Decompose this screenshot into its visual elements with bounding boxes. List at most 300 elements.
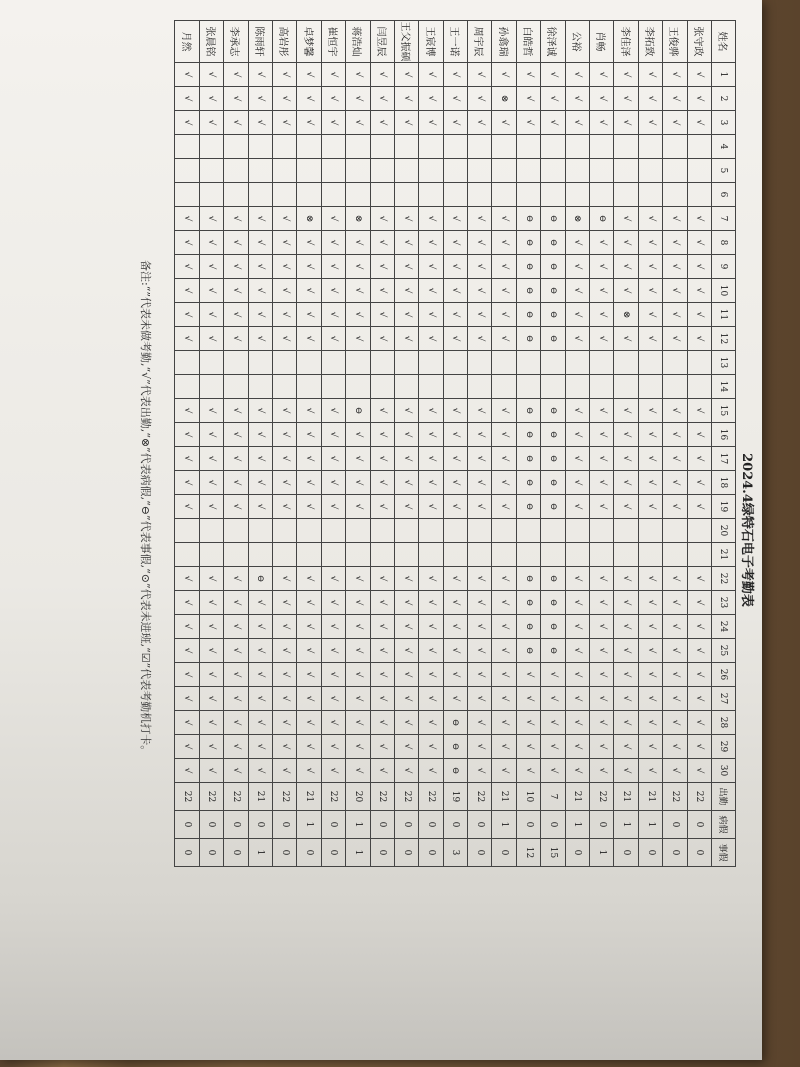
attendance-mark: √: [687, 231, 711, 255]
attendance-mark: √: [199, 759, 223, 783]
attendance-mark: √: [638, 495, 662, 519]
attendance-mark: √: [346, 735, 370, 759]
attendance-mark: [443, 375, 467, 399]
attendance-mark: √: [443, 279, 467, 303]
attendance-mark: ⊖: [516, 327, 540, 351]
total-cell: 1: [346, 839, 370, 867]
attendance-mark: √: [224, 735, 248, 759]
attendance-mark: √: [492, 399, 516, 423]
attendance-mark: √: [565, 591, 589, 615]
attendance-mark: √: [199, 231, 223, 255]
attendance-mark: √: [468, 711, 492, 735]
attendance-mark: [175, 159, 199, 183]
attendance-mark: √: [199, 279, 223, 303]
attendance-mark: √: [419, 471, 443, 495]
attendance-mark: √: [638, 111, 662, 135]
attendance-mark: [663, 543, 687, 567]
attendance-mark: [492, 183, 516, 207]
attendance-mark: √: [370, 591, 394, 615]
attendance-mark: [224, 351, 248, 375]
table-row: [346, 21, 370, 867]
attendance-mark: √: [492, 663, 516, 687]
attendance-mark: √: [346, 111, 370, 135]
attendance-mark: [687, 183, 711, 207]
attendance-mark: √: [516, 63, 540, 87]
attendance-mark: √: [199, 687, 223, 711]
attendance-mark: √: [516, 759, 540, 783]
attendance-mark: [614, 135, 638, 159]
attendance-mark: √: [346, 279, 370, 303]
attendance-mark: √: [248, 111, 272, 135]
attendance-mark: ⊖: [516, 207, 540, 231]
student-name: 李佳泽: [614, 21, 638, 63]
attendance-mark: √: [297, 735, 321, 759]
document-title: 2024.4绿特石电子考勤表: [739, 453, 754, 607]
attendance-mark: [272, 519, 296, 543]
header-day: 6: [712, 183, 736, 207]
attendance-mark: [687, 159, 711, 183]
attendance-mark: √: [394, 639, 418, 663]
attendance-mark: √: [346, 255, 370, 279]
attendance-mark: √: [394, 471, 418, 495]
attendance-mark: ⊖: [541, 567, 565, 591]
total-cell: 21: [492, 783, 516, 811]
header-day: 12: [712, 327, 736, 351]
header-day: 3: [712, 111, 736, 135]
attendance-mark: √: [419, 207, 443, 231]
attendance-mark: √: [346, 615, 370, 639]
attendance-mark: [687, 375, 711, 399]
attendance-mark: √: [248, 735, 272, 759]
attendance-mark: [224, 183, 248, 207]
total-cell: 0: [321, 839, 345, 867]
attendance-mark: √: [175, 303, 199, 327]
attendance-mark: √: [321, 687, 345, 711]
attendance-mark: √: [248, 279, 272, 303]
attendance-mark: √: [638, 759, 662, 783]
student-name: 陈雨轩: [248, 21, 272, 63]
attendance-mark: √: [638, 303, 662, 327]
attendance-mark: √: [590, 231, 614, 255]
attendance-mark: √: [224, 471, 248, 495]
attendance-mark: √: [272, 231, 296, 255]
attendance-mark: √: [175, 711, 199, 735]
attendance-mark: √: [541, 759, 565, 783]
attendance-mark: √: [468, 255, 492, 279]
attendance-mark: [321, 135, 345, 159]
attendance-mark: ⊖: [516, 231, 540, 255]
attendance-mark: √: [614, 759, 638, 783]
attendance-mark: ⊖: [541, 591, 565, 615]
attendance-mark: √: [199, 255, 223, 279]
attendance-mark: ⊗: [297, 207, 321, 231]
attendance-mark: √: [516, 735, 540, 759]
attendance-mark: ⊖: [541, 495, 565, 519]
attendance-mark: √: [638, 327, 662, 351]
attendance-mark: √: [687, 207, 711, 231]
student-name: 卓梦馨: [297, 21, 321, 63]
table-row: [541, 21, 565, 867]
attendance-mark: √: [175, 87, 199, 111]
attendance-mark: √: [272, 327, 296, 351]
attendance-mark: [638, 351, 662, 375]
attendance-mark: √: [175, 591, 199, 615]
attendance-mark: √: [394, 231, 418, 255]
attendance-mark: √: [199, 471, 223, 495]
attendance-mark: ⊖: [516, 399, 540, 423]
attendance-mark: [492, 351, 516, 375]
attendance-mark: ⊖: [541, 639, 565, 663]
attendance-mark: √: [370, 759, 394, 783]
attendance-mark: [272, 543, 296, 567]
attendance-mark: √: [297, 471, 321, 495]
table-row: [370, 21, 394, 867]
attendance-mark: √: [687, 399, 711, 423]
header-day: 2: [712, 87, 736, 111]
attendance-mark: [199, 183, 223, 207]
attendance-mark: [590, 183, 614, 207]
attendance-mark: √: [199, 567, 223, 591]
attendance-mark: √: [175, 639, 199, 663]
attendance-mark: √: [590, 735, 614, 759]
attendance-mark: √: [321, 111, 345, 135]
attendance-mark: √: [175, 279, 199, 303]
attendance-mark: [443, 135, 467, 159]
attendance-mark: ⊖: [590, 207, 614, 231]
attendance-mark: √: [590, 711, 614, 735]
header-day: 7: [712, 207, 736, 231]
total-cell: 15: [541, 839, 565, 867]
attendance-mark: [687, 519, 711, 543]
attendance-mark: [370, 183, 394, 207]
attendance-mark: [590, 375, 614, 399]
attendance-mark: √: [590, 255, 614, 279]
attendance-mark: √: [346, 711, 370, 735]
table-row: [468, 21, 492, 867]
attendance-mark: √: [321, 87, 345, 111]
attendance-mark: √: [321, 735, 345, 759]
attendance-mark: √: [565, 687, 589, 711]
attendance-mark: √: [394, 687, 418, 711]
attendance-mark: √: [614, 471, 638, 495]
attendance-mark: √: [370, 303, 394, 327]
attendance-mark: √: [638, 639, 662, 663]
attendance-mark: √: [492, 735, 516, 759]
attendance-mark: √: [443, 399, 467, 423]
total-cell: 22: [199, 783, 223, 811]
student-name: 肖畅: [590, 21, 614, 63]
attendance-mark: √: [443, 447, 467, 471]
attendance-mark: √: [224, 447, 248, 471]
attendance-mark: √: [687, 327, 711, 351]
attendance-mark: ⊖: [541, 303, 565, 327]
total-cell: 0: [687, 839, 711, 867]
attendance-mark: √: [199, 111, 223, 135]
attendance-mark: √: [370, 447, 394, 471]
attendance-mark: [516, 519, 540, 543]
attendance-mark: √: [419, 639, 443, 663]
total-cell: 1: [346, 811, 370, 839]
attendance-mark: √: [565, 615, 589, 639]
attendance-mark: √: [590, 111, 614, 135]
table-row: [638, 21, 662, 867]
attendance-mark: [541, 375, 565, 399]
total-cell: 21: [297, 783, 321, 811]
attendance-mark: [663, 159, 687, 183]
attendance-mark: [346, 183, 370, 207]
attendance-mark: ⊖: [516, 567, 540, 591]
attendance-mark: [224, 159, 248, 183]
attendance-mark: √: [370, 735, 394, 759]
attendance-mark: ⊗: [565, 207, 589, 231]
attendance-mark: √: [687, 663, 711, 687]
total-cell: 1: [492, 811, 516, 839]
attendance-mark: √: [638, 663, 662, 687]
attendance-mark: √: [199, 207, 223, 231]
attendance-mark: [175, 135, 199, 159]
attendance-mark: √: [297, 423, 321, 447]
total-cell: 22: [321, 783, 345, 811]
attendance-mark: √: [419, 711, 443, 735]
attendance-mark: √: [443, 591, 467, 615]
attendance-mark: √: [394, 663, 418, 687]
attendance-mark: √: [638, 687, 662, 711]
attendance-mark: √: [663, 495, 687, 519]
total-cell: 1: [565, 811, 589, 839]
attendance-mark: √: [638, 63, 662, 87]
attendance-mark: ⊗: [346, 207, 370, 231]
table-row: [663, 21, 687, 867]
attendance-mark: ⊖: [516, 471, 540, 495]
attendance-mark: √: [297, 495, 321, 519]
attendance-mark: [175, 519, 199, 543]
table-row: [224, 21, 248, 867]
attendance-mark: ⊖: [443, 735, 467, 759]
attendance-mark: ⊖: [541, 231, 565, 255]
attendance-mark: √: [443, 687, 467, 711]
attendance-mark: √: [492, 63, 516, 87]
attendance-mark: √: [248, 687, 272, 711]
attendance-mark: [419, 543, 443, 567]
total-cell: 21: [565, 783, 589, 811]
total-cell: 22: [370, 783, 394, 811]
attendance-mark: √: [443, 567, 467, 591]
attendance-mark: √: [394, 87, 418, 111]
attendance-mark: √: [394, 303, 418, 327]
header-day: 24: [712, 615, 736, 639]
attendance-mark: √: [565, 471, 589, 495]
attendance-mark: √: [443, 495, 467, 519]
student-name: 高岩彤: [272, 21, 296, 63]
total-cell: 0: [248, 811, 272, 839]
attendance-mark: √: [663, 663, 687, 687]
total-cell: 0: [370, 811, 394, 839]
attendance-mark: ⊖: [541, 471, 565, 495]
attendance-mark: √: [394, 615, 418, 639]
attendance-mark: √: [297, 711, 321, 735]
attendance-mark: √: [248, 495, 272, 519]
attendance-mark: √: [224, 327, 248, 351]
student-name: 王父振硕: [394, 21, 418, 63]
attendance-mark: √: [492, 279, 516, 303]
attendance-mark: [687, 351, 711, 375]
attendance-mark: √: [199, 303, 223, 327]
attendance-mark: √: [297, 663, 321, 687]
attendance-mark: √: [663, 87, 687, 111]
attendance-mark: √: [614, 63, 638, 87]
attendance-mark: √: [492, 591, 516, 615]
attendance-mark: ⊖: [346, 399, 370, 423]
attendance-mark: √: [541, 711, 565, 735]
attendance-mark: [468, 375, 492, 399]
attendance-mark: √: [687, 303, 711, 327]
student-name: 王宸博: [419, 21, 443, 63]
attendance-mark: √: [468, 399, 492, 423]
header-day: 27: [712, 687, 736, 711]
attendance-mark: √: [370, 63, 394, 87]
attendance-mark: √: [565, 423, 589, 447]
attendance-mark: √: [638, 255, 662, 279]
attendance-mark: √: [248, 87, 272, 111]
attendance-mark: √: [492, 615, 516, 639]
attendance-mark: √: [468, 663, 492, 687]
attendance-mark: √: [590, 399, 614, 423]
header-day: 17: [712, 447, 736, 471]
attendance-mark: [565, 519, 589, 543]
attendance-mark: √: [272, 303, 296, 327]
attendance-mark: [614, 159, 638, 183]
attendance-mark: √: [175, 111, 199, 135]
attendance-mark: √: [492, 471, 516, 495]
total-cell: 0: [394, 839, 418, 867]
attendance-mark: [443, 543, 467, 567]
table-row: [614, 21, 638, 867]
attendance-mark: [638, 135, 662, 159]
attendance-mark: [346, 543, 370, 567]
attendance-mark: [224, 135, 248, 159]
attendance-mark: √: [199, 399, 223, 423]
attendance-mark: √: [468, 567, 492, 591]
total-cell: 0: [516, 811, 540, 839]
attendance-mark: [370, 519, 394, 543]
total-cell: 12: [516, 839, 540, 867]
attendance-mark: √: [394, 495, 418, 519]
attendance-mark: [175, 183, 199, 207]
attendance-mark: √: [663, 423, 687, 447]
attendance-mark: √: [614, 639, 638, 663]
attendance-mark: √: [419, 495, 443, 519]
attendance-mark: √: [614, 231, 638, 255]
attendance-mark: [614, 351, 638, 375]
attendance-mark: [541, 159, 565, 183]
attendance-mark: √: [224, 615, 248, 639]
attendance-mark: √: [224, 423, 248, 447]
attendance-mark: [248, 183, 272, 207]
attendance-mark: [516, 159, 540, 183]
attendance-mark: √: [687, 255, 711, 279]
attendance-mark: [272, 351, 296, 375]
attendance-mark: √: [394, 591, 418, 615]
attendance-mark: [516, 183, 540, 207]
attendance-mark: √: [321, 759, 345, 783]
attendance-mark: ⊖: [516, 495, 540, 519]
attendance-mark: [492, 135, 516, 159]
attendance-mark: √: [297, 63, 321, 87]
attendance-mark: √: [590, 663, 614, 687]
header-day: 13: [712, 351, 736, 375]
attendance-mark: √: [346, 759, 370, 783]
attendance-mark: √: [492, 207, 516, 231]
attendance-mark: √: [443, 111, 467, 135]
attendance-mark: √: [614, 87, 638, 111]
header-total: 病假: [712, 811, 736, 839]
table-row: [199, 21, 223, 867]
attendance-mark: √: [272, 735, 296, 759]
attendance-mark: √: [297, 87, 321, 111]
attendance-mark: [370, 159, 394, 183]
attendance-mark: √: [346, 327, 370, 351]
attendance-mark: √: [272, 615, 296, 639]
attendance-mark: √: [565, 735, 589, 759]
attendance-mark: [321, 159, 345, 183]
total-cell: 22: [663, 783, 687, 811]
attendance-mark: √: [687, 759, 711, 783]
header-name: 姓名: [712, 21, 736, 63]
attendance-mark: √: [565, 111, 589, 135]
attendance-mark: √: [321, 615, 345, 639]
total-cell: 22: [590, 783, 614, 811]
attendance-mark: √: [492, 231, 516, 255]
attendance-mark: [516, 375, 540, 399]
attendance-mark: √: [663, 111, 687, 135]
attendance-mark: √: [565, 255, 589, 279]
attendance-mark: [468, 183, 492, 207]
attendance-mark: √: [248, 615, 272, 639]
attendance-mark: √: [175, 207, 199, 231]
attendance-mark: √: [419, 255, 443, 279]
attendance-mark: √: [687, 591, 711, 615]
attendance-mark: √: [590, 87, 614, 111]
attendance-mark: √: [565, 663, 589, 687]
attendance-mark: √: [468, 231, 492, 255]
total-cell: 22: [468, 783, 492, 811]
attendance-mark: √: [199, 735, 223, 759]
attendance-mark: √: [663, 471, 687, 495]
attendance-mark: [541, 543, 565, 567]
attendance-mark: √: [419, 111, 443, 135]
attendance-mark: √: [663, 567, 687, 591]
attendance-mark: [346, 351, 370, 375]
attendance-mark: ⊖: [541, 279, 565, 303]
header-day: 23: [712, 591, 736, 615]
attendance-mark: √: [468, 279, 492, 303]
total-cell: 22: [419, 783, 443, 811]
attendance-mark: √: [492, 447, 516, 471]
attendance-mark: √: [468, 735, 492, 759]
attendance-mark: √: [468, 303, 492, 327]
attendance-mark: [272, 159, 296, 183]
attendance-mark: [224, 375, 248, 399]
attendance-mark: √: [516, 687, 540, 711]
attendance-mark: [565, 183, 589, 207]
student-name: 崔恒宇: [321, 21, 345, 63]
attendance-mark: √: [687, 711, 711, 735]
attendance-mark: √: [614, 687, 638, 711]
attendance-mark: √: [199, 495, 223, 519]
attendance-mark: [492, 519, 516, 543]
total-cell: 22: [272, 783, 296, 811]
student-name: 王一诺: [443, 21, 467, 63]
